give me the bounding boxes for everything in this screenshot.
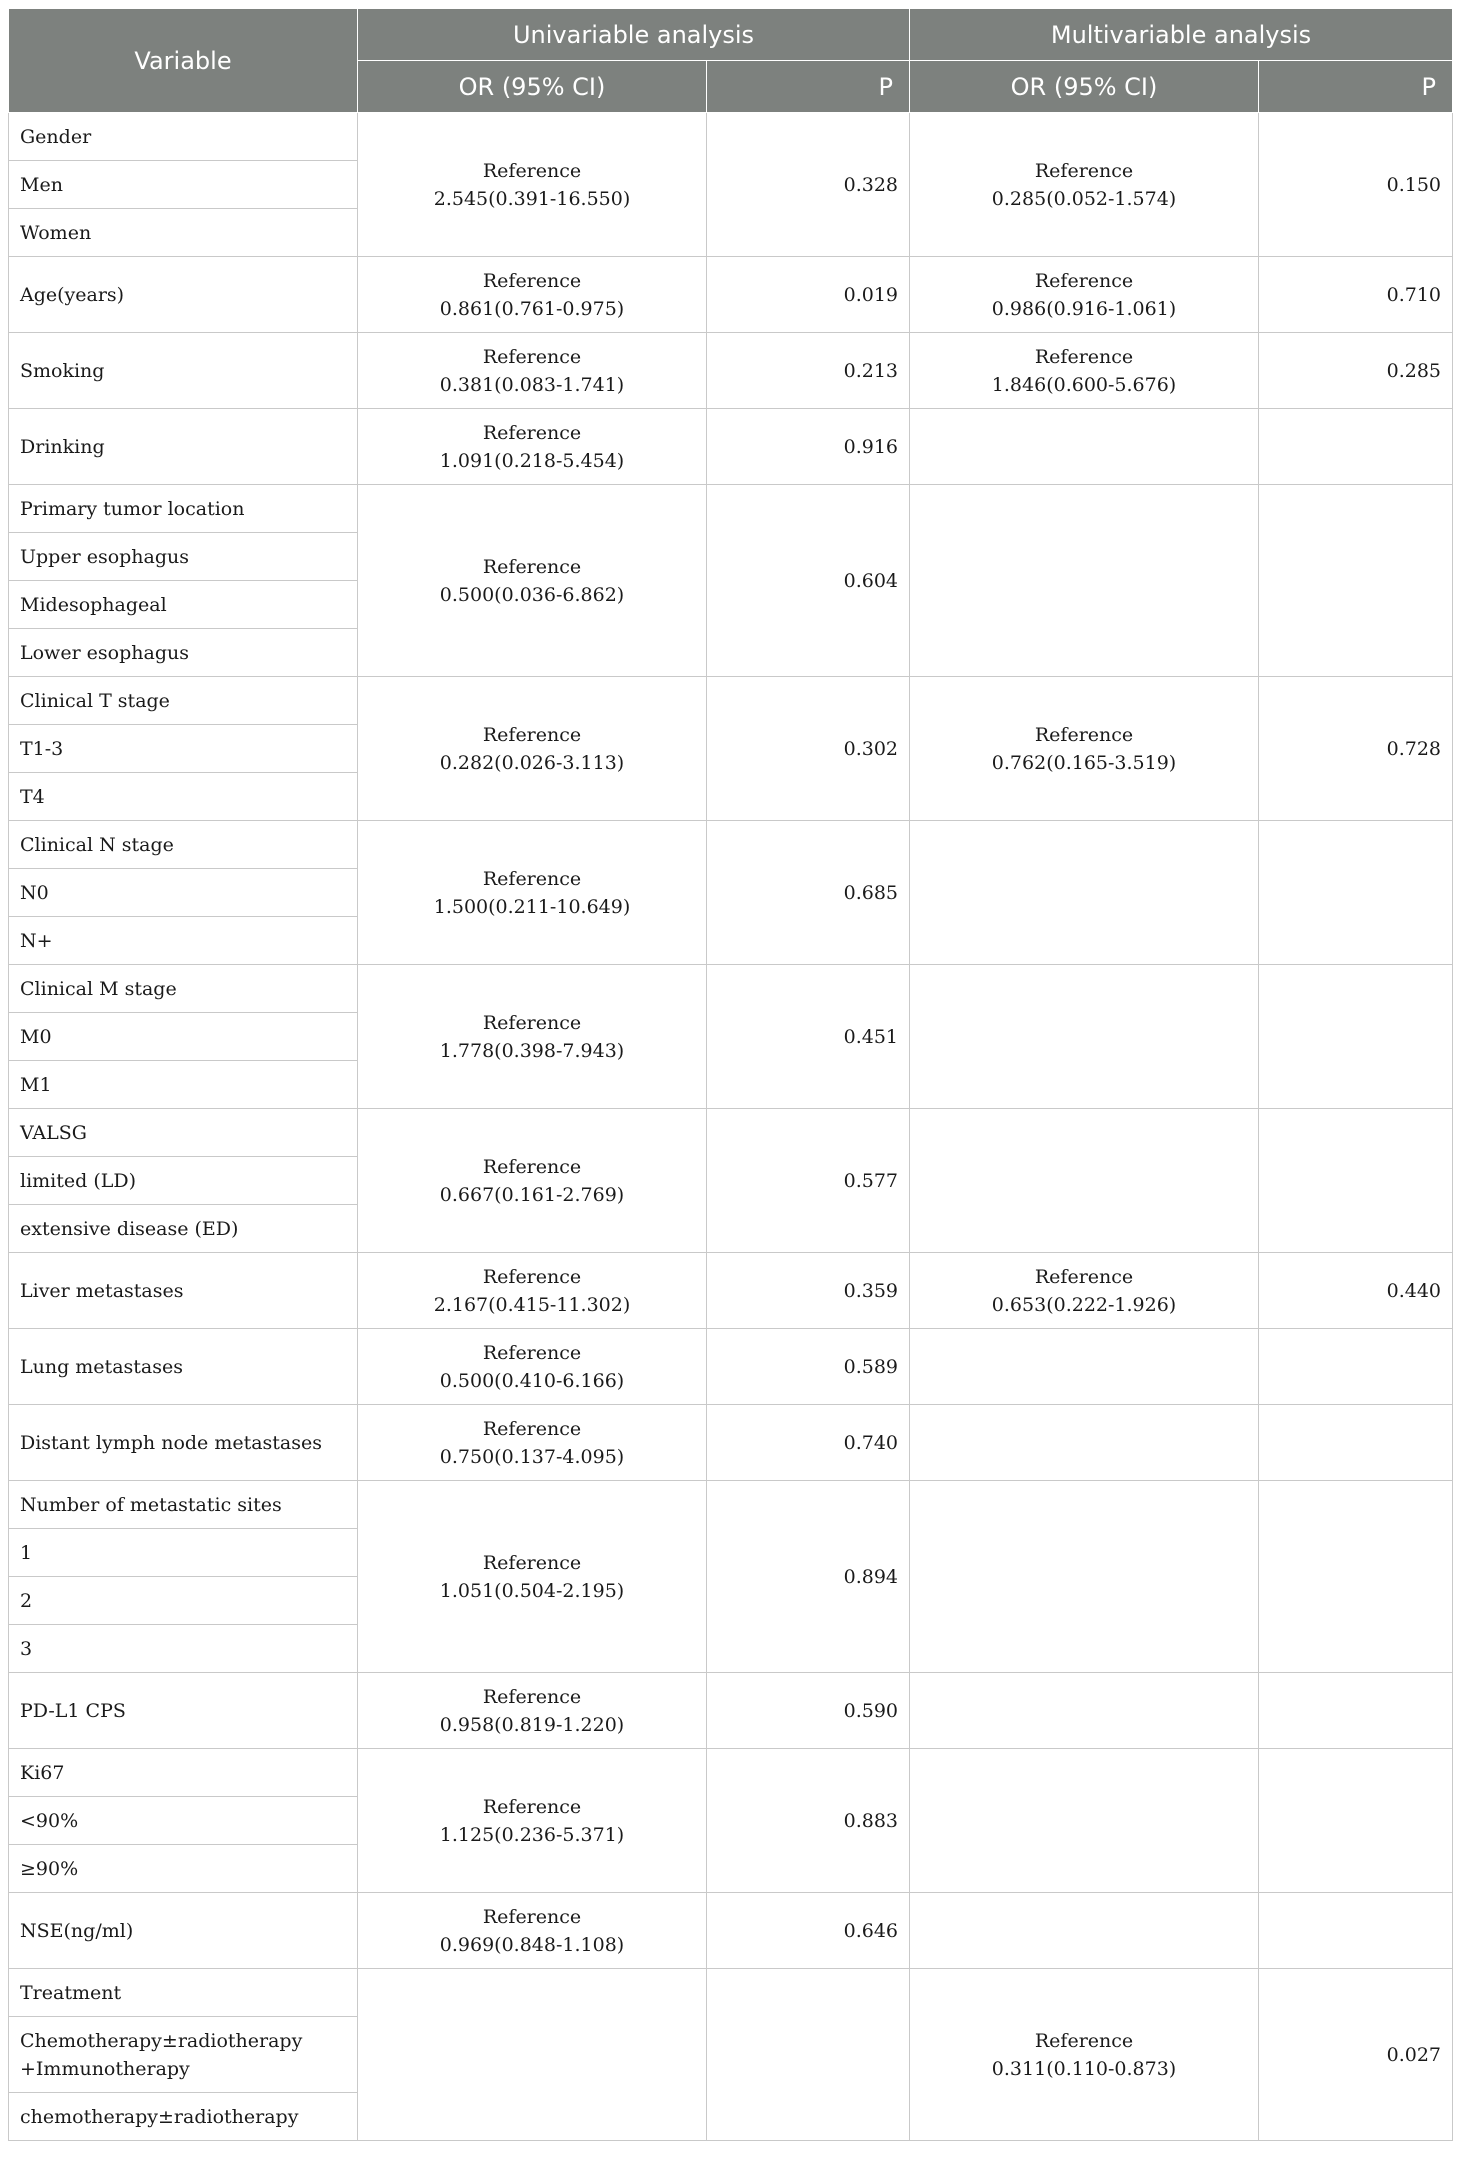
- variable-label: Women: [9, 209, 358, 257]
- or-value: 1.846(0.600-5.676): [991, 373, 1177, 396]
- or-value: 0.500(0.410-6.166): [439, 1369, 625, 1392]
- variable-label: Clinical M stage: [9, 965, 358, 1013]
- variable-label: N+: [9, 917, 358, 965]
- multi-or-cell: [910, 1405, 1259, 1481]
- uni-or-cell: [358, 1893, 707, 1969]
- multi-p-cell: [1259, 965, 1453, 1109]
- table-body: [9, 113, 1453, 2141]
- variable-label: T1-3: [9, 725, 358, 773]
- multi-p-cell: [1259, 1481, 1453, 1673]
- uni-p-cell: 0.589: [707, 1329, 910, 1405]
- multi-p-cell: 0.027: [1259, 1969, 1453, 2141]
- variable-label: Upper esophagus: [9, 533, 358, 581]
- variable-label: Midesophageal: [9, 581, 358, 629]
- uni-p-cell: 0.590: [707, 1673, 910, 1749]
- header-uni-p: P: [707, 61, 910, 113]
- multi-or-cell: [910, 113, 1259, 257]
- variable-label: Clinical N stage: [9, 821, 358, 869]
- or-value: 0.750(0.137-4.095): [439, 1445, 625, 1468]
- reference-label: Reference: [482, 1551, 582, 1574]
- reference-label: Reference: [482, 421, 582, 444]
- table-row: [9, 257, 1453, 333]
- table-row: [9, 1481, 1453, 1529]
- reference-label: Reference: [1034, 723, 1134, 746]
- variable-label: 2: [9, 1577, 358, 1625]
- multi-or-cell: [910, 257, 1259, 333]
- uni-p-cell: 0.302: [707, 677, 910, 821]
- variable-label: Clinical T stage: [9, 677, 358, 725]
- or-value: 0.653(0.222-1.926): [991, 1293, 1177, 1316]
- uni-or-cell: [358, 485, 707, 677]
- multi-p-cell: [1259, 1749, 1453, 1893]
- variable-label: ≥90%: [9, 1845, 358, 1893]
- reference-label: Reference: [482, 1265, 582, 1288]
- uni-or-cell: [358, 113, 707, 257]
- multi-p-cell: [1259, 409, 1453, 485]
- header-multivariable: Multivariable analysis: [910, 9, 1453, 61]
- reference-label: Reference: [1034, 159, 1134, 182]
- uni-p-cell: 0.577: [707, 1109, 910, 1253]
- uni-or-cell: [358, 965, 707, 1109]
- reference-label: Reference: [482, 1795, 582, 1818]
- uni-p-cell: 0.894: [707, 1481, 910, 1673]
- header-univariable: Univariable analysis: [358, 9, 910, 61]
- header-multi-or-ci: OR (95% CI): [910, 61, 1259, 113]
- reference-label: Reference: [482, 867, 582, 890]
- reference-label: Reference: [482, 1011, 582, 1034]
- multi-or-cell: [910, 1969, 1259, 2141]
- multi-or-cell: [910, 821, 1259, 965]
- table-row: [9, 1109, 1453, 1157]
- table-row: [9, 1329, 1453, 1405]
- table-row: [9, 1405, 1453, 1481]
- variable-label: Chemotherapy±radiotherapy +Immunotherapy: [9, 2017, 358, 2093]
- uni-or-cell: [358, 1481, 707, 1673]
- variable-label: Drinking: [9, 409, 358, 485]
- variable-label: <90%: [9, 1797, 358, 1845]
- table-row: [9, 677, 1453, 725]
- or-value: 2.545(0.391-16.550): [433, 187, 631, 210]
- or-value: 1.778(0.398-7.943): [439, 1039, 625, 1062]
- or-value: 1.091(0.218-5.454): [439, 449, 625, 472]
- variable-label: Primary tumor location: [9, 485, 358, 533]
- table-row: [9, 1749, 1453, 1797]
- or-value: 2.167(0.415-11.302): [433, 1293, 631, 1316]
- multi-or-cell: [910, 965, 1259, 1109]
- multi-or-cell: [910, 1329, 1259, 1405]
- variable-label: 1: [9, 1529, 358, 1577]
- reference-label: Reference: [482, 345, 582, 368]
- variable-label: PD-L1 CPS: [9, 1673, 358, 1749]
- multi-p-cell: 0.285: [1259, 333, 1453, 409]
- multi-p-cell: [1259, 1893, 1453, 1969]
- uni-p-cell: 0.019: [707, 257, 910, 333]
- uni-p-cell: 0.740: [707, 1405, 910, 1481]
- variable-label: Gender: [9, 113, 358, 161]
- variable-label: Lung metastases: [9, 1329, 358, 1405]
- reference-label: Reference: [482, 1341, 582, 1364]
- multi-p-cell: 0.710: [1259, 257, 1453, 333]
- or-value: 0.285(0.052-1.574): [991, 187, 1177, 210]
- uni-or-cell: [358, 409, 707, 485]
- multi-p-cell: [1259, 821, 1453, 965]
- reference-label: Reference: [1034, 345, 1134, 368]
- multi-or-cell: [910, 1109, 1259, 1253]
- variable-label: Treatment: [9, 1969, 358, 2017]
- multi-p-cell: 0.440: [1259, 1253, 1453, 1329]
- variable-label: Smoking: [9, 333, 358, 409]
- multi-p-cell: [1259, 1109, 1453, 1253]
- multi-p-cell: [1259, 1329, 1453, 1405]
- uni-p-cell: 0.328: [707, 113, 910, 257]
- uni-p-cell: 0.685: [707, 821, 910, 965]
- header-variable: Variable: [9, 9, 358, 113]
- table-row: [9, 1673, 1453, 1749]
- uni-or-cell: [358, 1109, 707, 1253]
- variable-label: T4: [9, 773, 358, 821]
- multi-or-cell: [910, 1673, 1259, 1749]
- table-row: [9, 821, 1453, 869]
- uni-p-cell: 0.451: [707, 965, 910, 1109]
- variable-label: Number of metastatic sites: [9, 1481, 358, 1529]
- or-value: 0.311(0.110-0.873): [991, 2057, 1177, 2080]
- variable-label: M0: [9, 1013, 358, 1061]
- variable-label: chemotherapy±radiotherapy: [9, 2093, 358, 2141]
- table-row: [9, 1253, 1453, 1329]
- reference-label: Reference: [1034, 1265, 1134, 1288]
- or-value: 0.762(0.165-3.519): [991, 751, 1177, 774]
- variable-label: M1: [9, 1061, 358, 1109]
- uni-or-cell: [358, 333, 707, 409]
- uni-p-cell: 0.883: [707, 1749, 910, 1893]
- or-value: 0.986(0.916-1.061): [991, 297, 1177, 320]
- multi-or-cell: [910, 677, 1259, 821]
- table-row: [9, 333, 1453, 409]
- uni-p-cell: 0.916: [707, 409, 910, 485]
- uni-p-cell: [707, 1969, 910, 2141]
- table-row: [9, 965, 1453, 1013]
- uni-p-cell: 0.646: [707, 1893, 910, 1969]
- or-value: 0.381(0.083-1.741): [439, 373, 625, 396]
- variable-label: NSE(ng/ml): [9, 1893, 358, 1969]
- multi-p-cell: [1259, 1673, 1453, 1749]
- or-value: 0.500(0.036-6.862): [439, 583, 625, 606]
- or-value: 0.667(0.161-2.769): [439, 1183, 625, 1206]
- reference-label: Reference: [482, 269, 582, 292]
- multi-or-cell: [910, 333, 1259, 409]
- reference-label: Reference: [482, 555, 582, 578]
- reference-label: Reference: [1034, 2029, 1134, 2052]
- or-value: 1.051(0.504-2.195): [439, 1579, 625, 1602]
- table-row: [9, 409, 1453, 485]
- uni-or-cell: [358, 821, 707, 965]
- uni-or-cell: [358, 1969, 707, 2141]
- reference-label: Reference: [482, 1905, 582, 1928]
- or-value: 1.500(0.211-10.649): [433, 895, 631, 918]
- uni-or-cell: [358, 1329, 707, 1405]
- header-multi-p: P: [1259, 61, 1453, 113]
- header-uni-or-ci: OR (95% CI): [358, 61, 707, 113]
- multi-or-cell: [910, 409, 1259, 485]
- multi-or-cell: [910, 485, 1259, 677]
- reference-label: Reference: [1034, 269, 1134, 292]
- table-row: [9, 1969, 1453, 2017]
- variable-label: extensive disease (ED): [9, 1205, 358, 1253]
- table-row: [9, 113, 1453, 161]
- uni-or-cell: [358, 257, 707, 333]
- table-row: [9, 1893, 1453, 1969]
- uni-or-cell: [358, 677, 707, 821]
- multi-or-cell: [910, 1749, 1259, 1893]
- uni-p-cell: 0.213: [707, 333, 910, 409]
- multi-p-cell: [1259, 1405, 1453, 1481]
- regression-table: [8, 8, 1453, 2141]
- multi-or-cell: [910, 1481, 1259, 1673]
- uni-p-cell: 0.359: [707, 1253, 910, 1329]
- variable-label: Distant lymph node metastases: [9, 1405, 358, 1481]
- or-value: 0.282(0.026-3.113): [439, 751, 625, 774]
- or-value: 0.861(0.761-0.975): [439, 297, 625, 320]
- uni-or-cell: [358, 1253, 707, 1329]
- reference-label: Reference: [482, 723, 582, 746]
- variable-label: 3: [9, 1625, 358, 1673]
- variable-label: Men: [9, 161, 358, 209]
- uni-or-cell: [358, 1749, 707, 1893]
- reference-label: Reference: [482, 159, 582, 182]
- multi-p-cell: 0.150: [1259, 113, 1453, 257]
- variable-label: Ki67: [9, 1749, 358, 1797]
- variable-label: limited (LD): [9, 1157, 358, 1205]
- multi-or-cell: [910, 1893, 1259, 1969]
- variable-label: N0: [9, 869, 358, 917]
- reference-label: Reference: [482, 1155, 582, 1178]
- or-value: 0.969(0.848-1.108): [439, 1933, 625, 1956]
- table-row: [9, 485, 1453, 533]
- reference-label: Reference: [482, 1685, 582, 1708]
- uni-p-cell: 0.604: [707, 485, 910, 677]
- or-value: 1.125(0.236-5.371): [439, 1823, 625, 1846]
- variable-label: Liver metastases: [9, 1253, 358, 1329]
- variable-label: Lower esophagus: [9, 629, 358, 677]
- uni-or-cell: [358, 1673, 707, 1749]
- variable-label: VALSG: [9, 1109, 358, 1157]
- or-value: 0.958(0.819-1.220): [439, 1713, 625, 1736]
- multi-or-cell: [910, 1253, 1259, 1329]
- multi-p-cell: [1259, 485, 1453, 677]
- reference-label: Reference: [482, 1417, 582, 1440]
- multi-p-cell: 0.728: [1259, 677, 1453, 821]
- uni-or-cell: [358, 1405, 707, 1481]
- variable-label: Age(years): [9, 257, 358, 333]
